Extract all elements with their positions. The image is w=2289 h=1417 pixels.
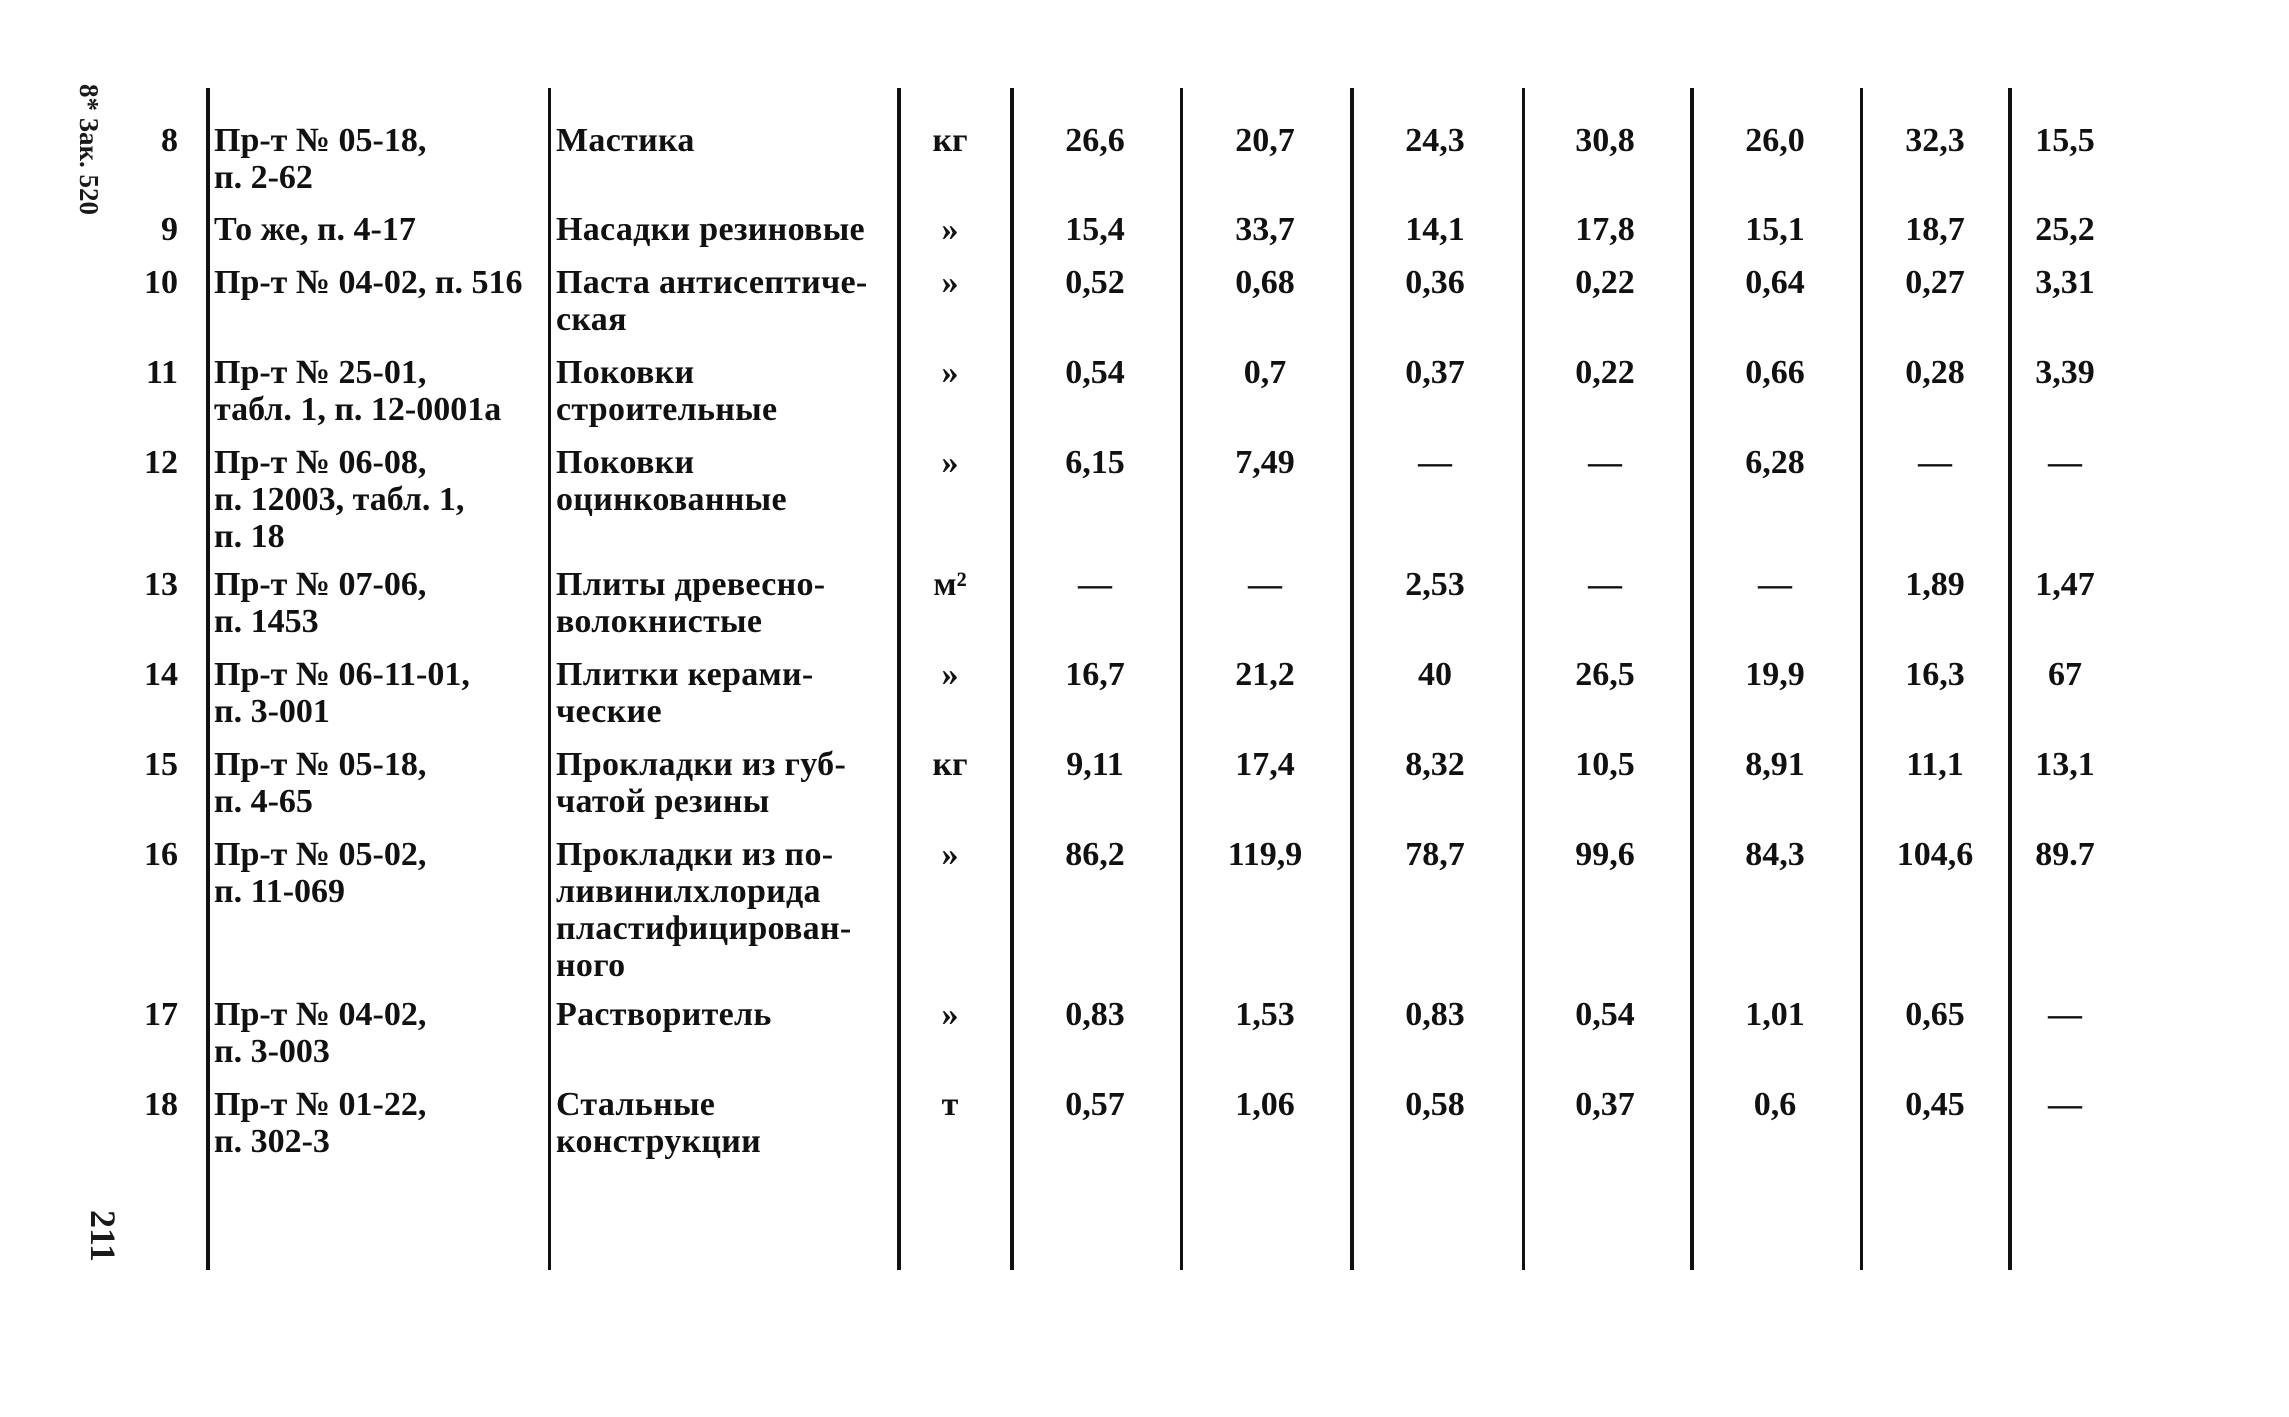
row-number: 14	[144, 656, 178, 693]
row-value-col-3: 2,53	[1405, 566, 1465, 603]
row-value-col-4: —	[1588, 444, 1622, 481]
row-value-col-7: 13,1	[2035, 746, 2095, 783]
row-value-col-7: 1,47	[2035, 566, 2095, 603]
rule-after-col2	[1350, 88, 1354, 1270]
row-number: 8	[161, 122, 178, 159]
row-value-col-6: 0,27	[1905, 264, 1965, 301]
margin-note-top: 8* Зак. 520	[74, 84, 104, 216]
row-material-name: Плиты древесно- волокнистые	[556, 566, 826, 640]
row-value-col-1: 0,52	[1065, 264, 1125, 301]
row-value-col-2: 17,4	[1235, 746, 1295, 783]
row-value-col-2: 20,7	[1235, 122, 1295, 159]
row-value-col-1: 86,2	[1065, 836, 1125, 873]
row-source: Пр-т № 05-18, п. 2-62	[214, 122, 427, 196]
row-unit: »	[941, 996, 959, 1033]
row-value-col-1: 6,15	[1065, 444, 1125, 481]
row-value-col-5: 0,64	[1745, 264, 1805, 301]
row-value-col-3: 78,7	[1405, 836, 1465, 873]
row-value-col-4: 0,54	[1575, 996, 1635, 1033]
row-material-name: Стальные конструкции	[556, 1086, 762, 1160]
row-unit: »	[941, 836, 959, 873]
row-material-name: Прокладки из губ- чатой резины	[556, 746, 847, 820]
row-unit: »	[941, 264, 959, 301]
row-value-col-5: 15,1	[1745, 211, 1805, 248]
row-value-col-7: —	[2048, 1086, 2082, 1123]
row-value-col-5: 6,28	[1745, 444, 1805, 481]
row-number: 18	[144, 1086, 178, 1123]
row-number: 13	[144, 566, 178, 603]
row-value-col-6: —	[1918, 444, 1952, 481]
row-value-col-2: 1,06	[1235, 1086, 1295, 1123]
row-value-col-2: 0,7	[1243, 354, 1287, 391]
row-value-col-2: 7,49	[1235, 444, 1295, 481]
row-unit: »	[941, 211, 959, 248]
rule-after-number	[206, 88, 210, 1270]
row-value-col-4: 30,8	[1575, 122, 1635, 159]
row-source: Пр-т № 25-01, табл. 1, п. 12-0001а	[214, 354, 502, 428]
row-unit: »	[941, 656, 959, 693]
row-value-col-2: 0,68	[1235, 264, 1295, 301]
row-value-col-3: —	[1418, 444, 1452, 481]
row-value-col-5: 1,01	[1745, 996, 1805, 1033]
row-value-col-7: 15,5	[2035, 122, 2095, 159]
row-value-col-6: 18,7	[1905, 211, 1965, 248]
row-number: 11	[145, 354, 178, 391]
row-value-col-3: 0,37	[1405, 354, 1465, 391]
row-value-col-4: 0,22	[1575, 264, 1635, 301]
row-source: Пр-т № 07-06, п. 1453	[214, 566, 427, 640]
row-material-name: Паста антисептиче- ская	[556, 264, 868, 338]
row-value-col-4: 0,37	[1575, 1086, 1635, 1123]
row-value-col-5: 0,6	[1753, 1086, 1797, 1123]
row-value-col-7: 3,39	[2035, 354, 2095, 391]
row-value-col-3: 24,3	[1405, 122, 1465, 159]
row-value-col-6: 0,28	[1905, 354, 1965, 391]
row-source: Пр-т № 04-02, п. 3-003	[214, 996, 427, 1070]
row-material-name: Плитки керами- ческие	[556, 656, 814, 730]
row-value-col-4: 10,5	[1575, 746, 1635, 783]
row-source: Пр-т № 05-18, п. 4-65	[214, 746, 427, 820]
row-value-col-7: 89.7	[2035, 836, 2095, 873]
row-material-name: Насадки резиновые	[556, 211, 865, 248]
row-material-name: Мастика	[556, 122, 695, 159]
row-unit: т	[941, 1086, 959, 1123]
row-value-col-4: —	[1588, 566, 1622, 603]
row-value-col-3: 0,36	[1405, 264, 1465, 301]
row-value-col-1: 16,7	[1065, 656, 1125, 693]
rule-after-col4	[1690, 88, 1694, 1270]
rule-after-col3	[1522, 88, 1525, 1270]
row-value-col-7: —	[2048, 444, 2082, 481]
row-value-col-6: 1,89	[1905, 566, 1965, 603]
row-value-col-1: 0,83	[1065, 996, 1125, 1033]
row-source: Пр-т № 01-22, п. 302-3	[214, 1086, 427, 1160]
row-value-col-4: 26,5	[1575, 656, 1635, 693]
row-value-col-1: 26,6	[1065, 122, 1125, 159]
row-value-col-4: 99,6	[1575, 836, 1635, 873]
row-value-col-2: 21,2	[1235, 656, 1295, 693]
row-value-col-1: 15,4	[1065, 211, 1125, 248]
row-source: Пр-т № 05-02, п. 11-069	[214, 836, 427, 910]
row-value-col-6: 11,1	[1906, 746, 1964, 783]
row-number: 16	[144, 836, 178, 873]
row-value-col-6: 0,45	[1905, 1086, 1965, 1123]
row-value-col-2: —	[1248, 566, 1282, 603]
row-number: 17	[144, 996, 178, 1033]
row-material-name: Прокладки из по- ливинилхлорида пластифицирован- ного	[556, 836, 852, 984]
row-material-name: Растворитель	[556, 996, 772, 1033]
row-value-col-5: 19,9	[1745, 656, 1805, 693]
row-source: Пр-т № 04-02, п. 516	[214, 264, 523, 301]
row-value-col-5: —	[1758, 566, 1792, 603]
row-source: То же, п. 4-17	[214, 211, 416, 248]
row-unit: кг	[932, 122, 968, 159]
row-value-col-3: 40	[1418, 656, 1452, 693]
row-value-col-4: 0,22	[1575, 354, 1635, 391]
row-value-col-1: 0,57	[1065, 1086, 1125, 1123]
row-value-col-6: 16,3	[1905, 656, 1965, 693]
row-value-col-5: 8,91	[1745, 746, 1805, 783]
row-value-col-5: 0,66	[1745, 354, 1805, 391]
row-material-name: Поковки оцинкованные	[556, 444, 787, 518]
row-value-col-1: 0,54	[1065, 354, 1125, 391]
row-value-col-3: 8,32	[1405, 746, 1465, 783]
row-value-col-2: 119,9	[1227, 836, 1303, 873]
row-value-col-1: —	[1078, 566, 1112, 603]
row-number: 10	[144, 264, 178, 301]
row-source: Пр-т № 06-11-01, п. 3-001	[214, 656, 470, 730]
row-unit: »	[941, 444, 959, 481]
rule-after-unit	[1010, 88, 1014, 1270]
row-value-col-6: 104,6	[1896, 836, 1974, 873]
row-number: 12	[144, 444, 178, 481]
row-value-col-1: 9,11	[1066, 746, 1124, 783]
row-source: Пр-т № 06-08, п. 12003, табл. 1, п. 18	[214, 444, 465, 555]
row-unit: кг	[932, 746, 968, 783]
row-number: 15	[144, 746, 178, 783]
rule-after-col1	[1180, 88, 1183, 1270]
row-value-col-2: 1,53	[1235, 996, 1295, 1033]
row-value-col-7: —	[2048, 996, 2082, 1033]
row-value-col-3: 0,83	[1405, 996, 1465, 1033]
row-value-col-7: 25,2	[2035, 211, 2095, 248]
row-value-col-6: 0,65	[1905, 996, 1965, 1033]
row-value-col-2: 33,7	[1235, 211, 1295, 248]
row-number: 9	[161, 211, 178, 248]
row-value-col-3: 0,58	[1405, 1086, 1465, 1123]
row-unit: м²	[933, 566, 967, 603]
row-value-col-7: 3,31	[2035, 264, 2095, 301]
row-value-col-5: 26,0	[1745, 122, 1805, 159]
row-value-col-6: 32,3	[1905, 122, 1965, 159]
row-value-col-4: 17,8	[1575, 211, 1635, 248]
row-value-col-3: 14,1	[1405, 211, 1465, 248]
row-value-col-7: 67	[2048, 656, 2082, 693]
row-value-col-5: 84,3	[1745, 836, 1805, 873]
rule-after-name	[897, 88, 901, 1270]
page-number: 211	[83, 1210, 123, 1263]
row-unit: »	[941, 354, 959, 391]
row-material-name: Поковки строительные	[556, 354, 778, 428]
